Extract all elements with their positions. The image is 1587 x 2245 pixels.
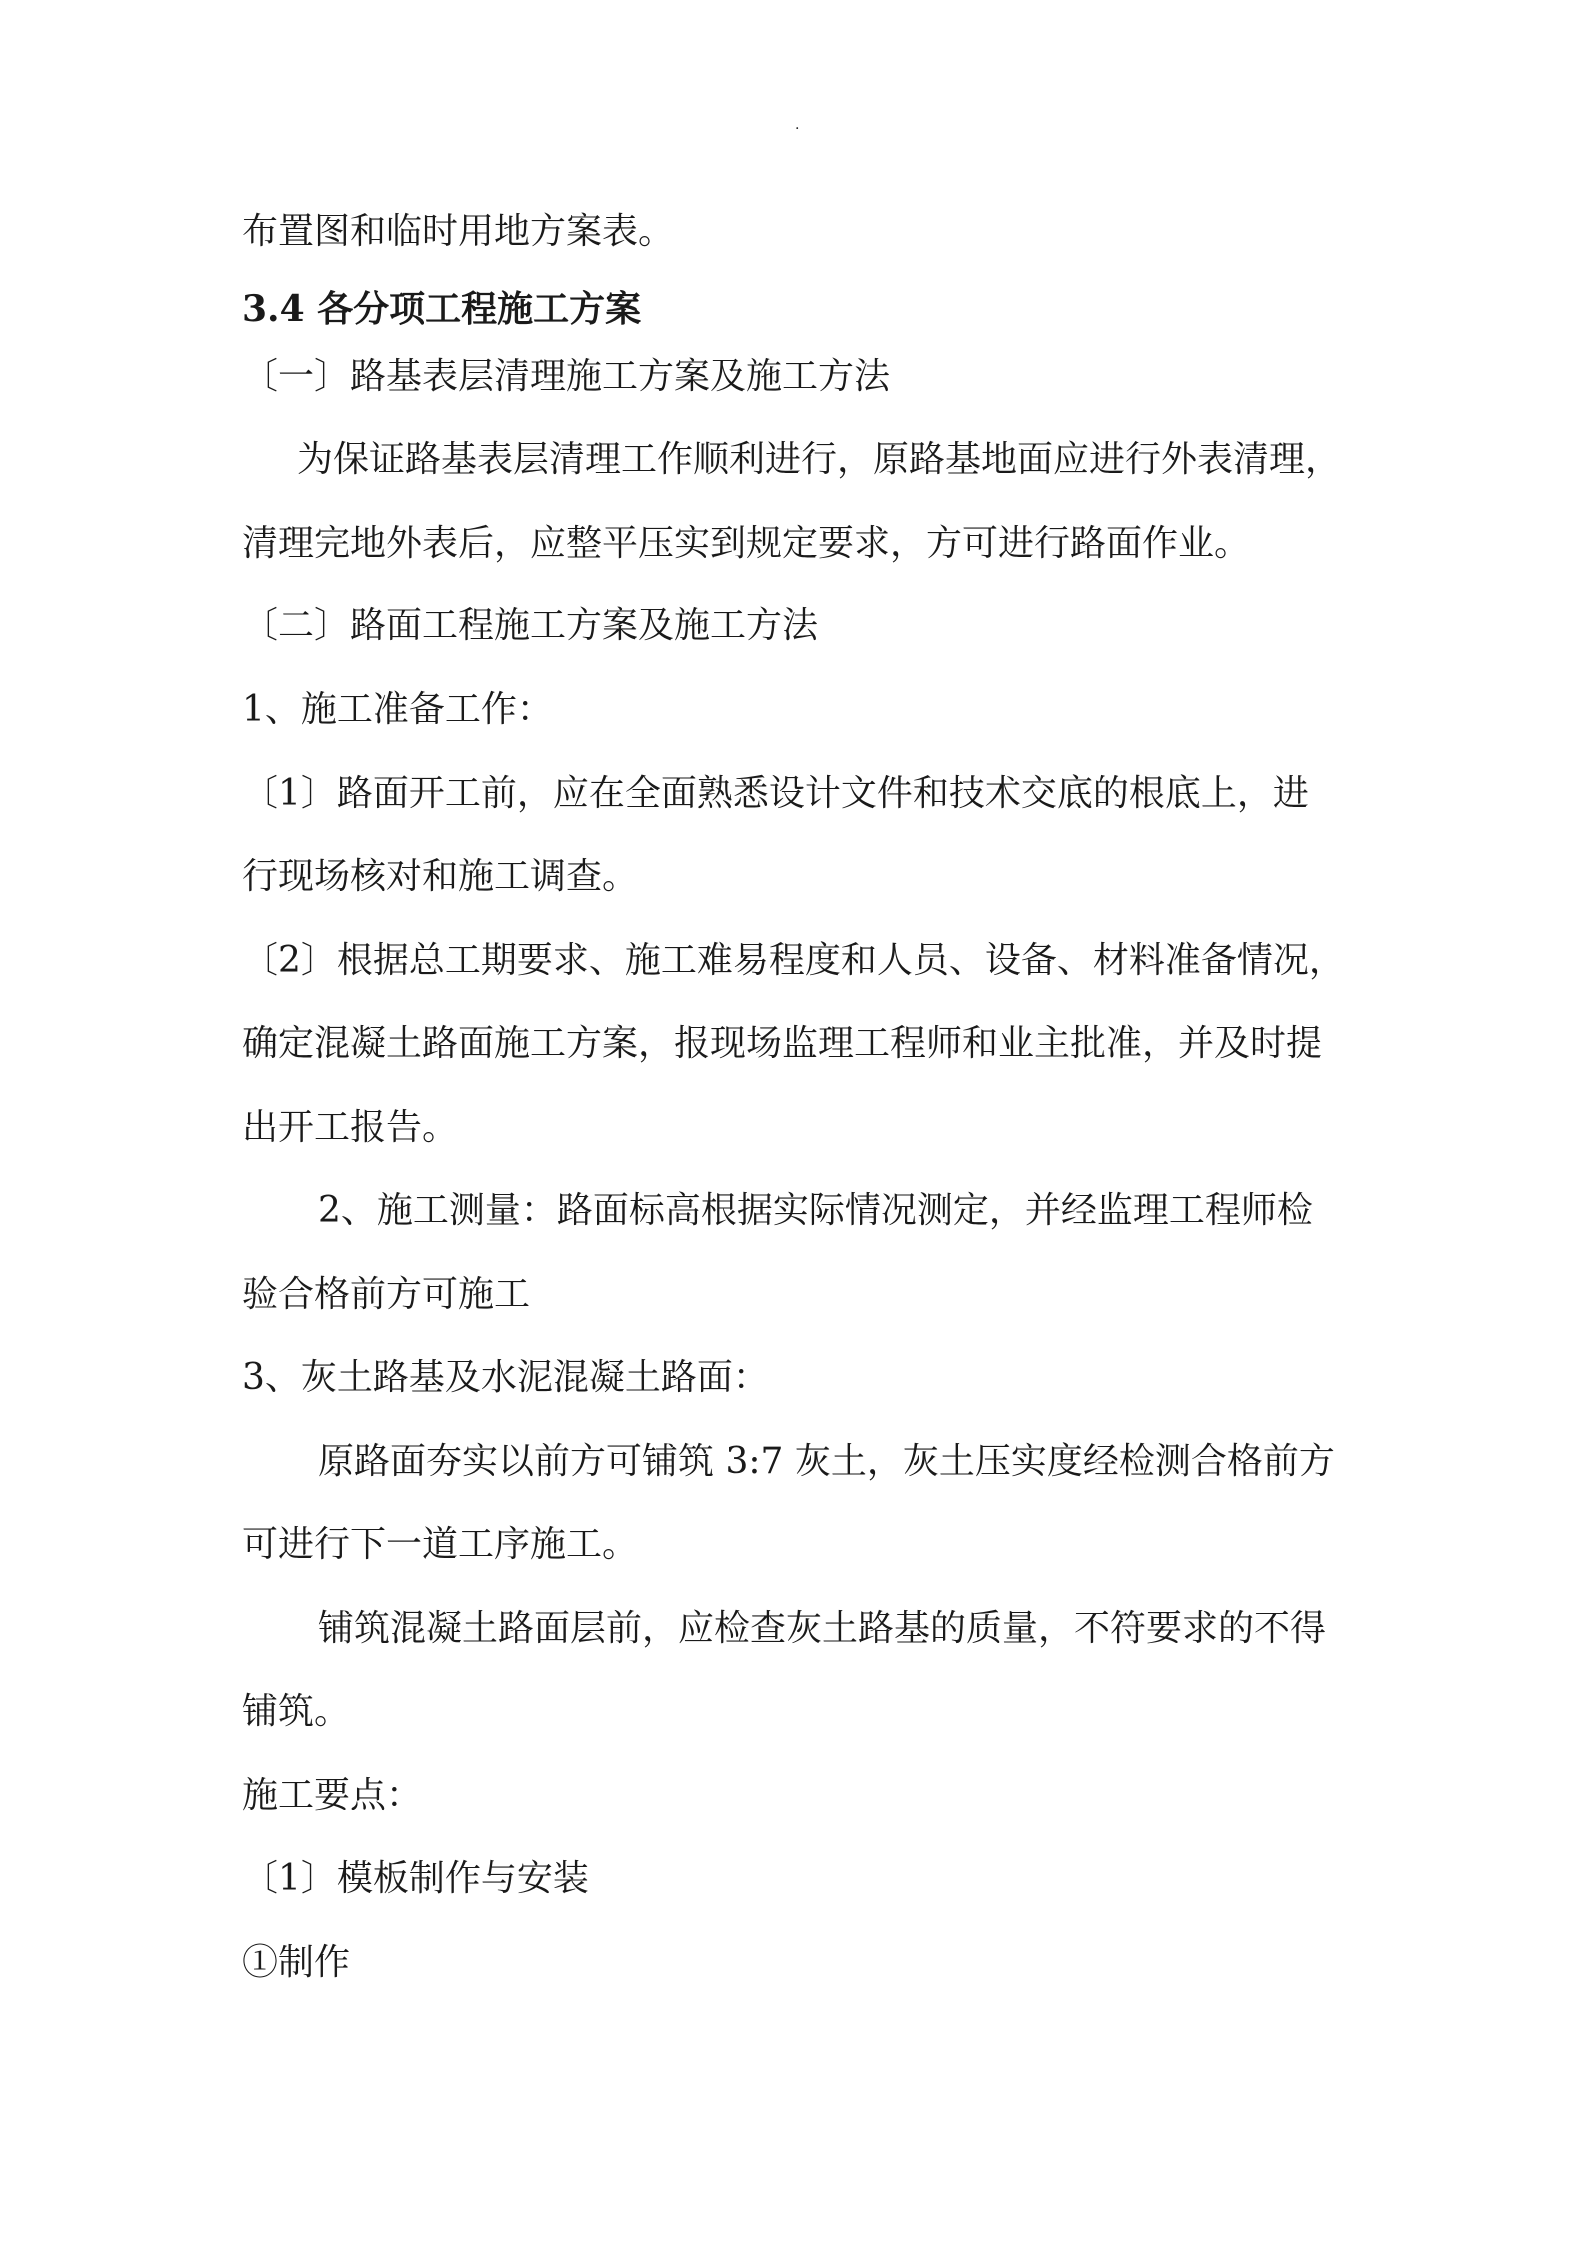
paragraph-2-line-2: 可进行下一道工序施工。 <box>242 1524 639 1565</box>
item-2-line-2: 验合格前方可施工 <box>242 1274 531 1315</box>
item-1-2-line-3: 出开工报告。 <box>242 1107 459 1148</box>
item-1-2-line-1: 〔2〕根据总工期要求、施工难易程度和人员、设备、材料准备情况， <box>242 940 1345 981</box>
item-1-heading: 1、施工准备工作： <box>242 689 553 730</box>
header-mark: . <box>795 117 800 133</box>
key-point-1: 〔1〕模板制作与安装 <box>242 1858 589 1899</box>
item-1-1-line-2: 行现场核对和施工调查。 <box>242 856 639 897</box>
paragraph-1-line-1: 为保证路基表层清理工作顺利进行，原路基地面应进行外表清理， <box>297 439 1342 480</box>
item-1-2-line-2: 确定混凝土路面施工方案，报现场监理工程师和业主批准，并及时提 <box>242 1023 1323 1064</box>
item-1-1-line-1: 〔1〕路面开工前，应在全面熟悉设计文件和技术交底的根底上，进 <box>242 773 1309 814</box>
subsection-heading-1: 〔一〕路基表层清理施工方案及施工方法 <box>242 356 891 397</box>
item-2-line-1: 2、施工测量：路面标高根据实际情况测定，并经监理工程师检 <box>318 1190 1313 1231</box>
paragraph-2-line-1: 原路面夯实以前方可铺筑 3:7 灰土，灰土压实度经检测合格前方 <box>318 1441 1335 1482</box>
text-line-1: 布置图和临时用地方案表。 <box>242 211 675 252</box>
key-points-heading: 施工要点： <box>242 1775 423 1816</box>
item-3-heading: 3、灰土路基及水泥混凝土路面： <box>242 1357 769 1398</box>
section-heading: 3.4 各分项工程施工方案 <box>242 288 642 330</box>
paragraph-3-line-1: 铺筑混凝土路面层前，应检查灰土路基的质量，不符要求的不得 <box>318 1608 1327 1649</box>
paragraph-1-line-2: 清理完地外表后，应整平压实到规定要求，方可进行路面作业。 <box>242 523 1251 564</box>
subsection-heading-2: 〔二〕路面工程施工方案及施工方法 <box>242 605 819 646</box>
key-point-1-sub-1: ①制作 <box>242 1942 351 1983</box>
paragraph-3-line-2: 铺筑。 <box>242 1691 351 1732</box>
